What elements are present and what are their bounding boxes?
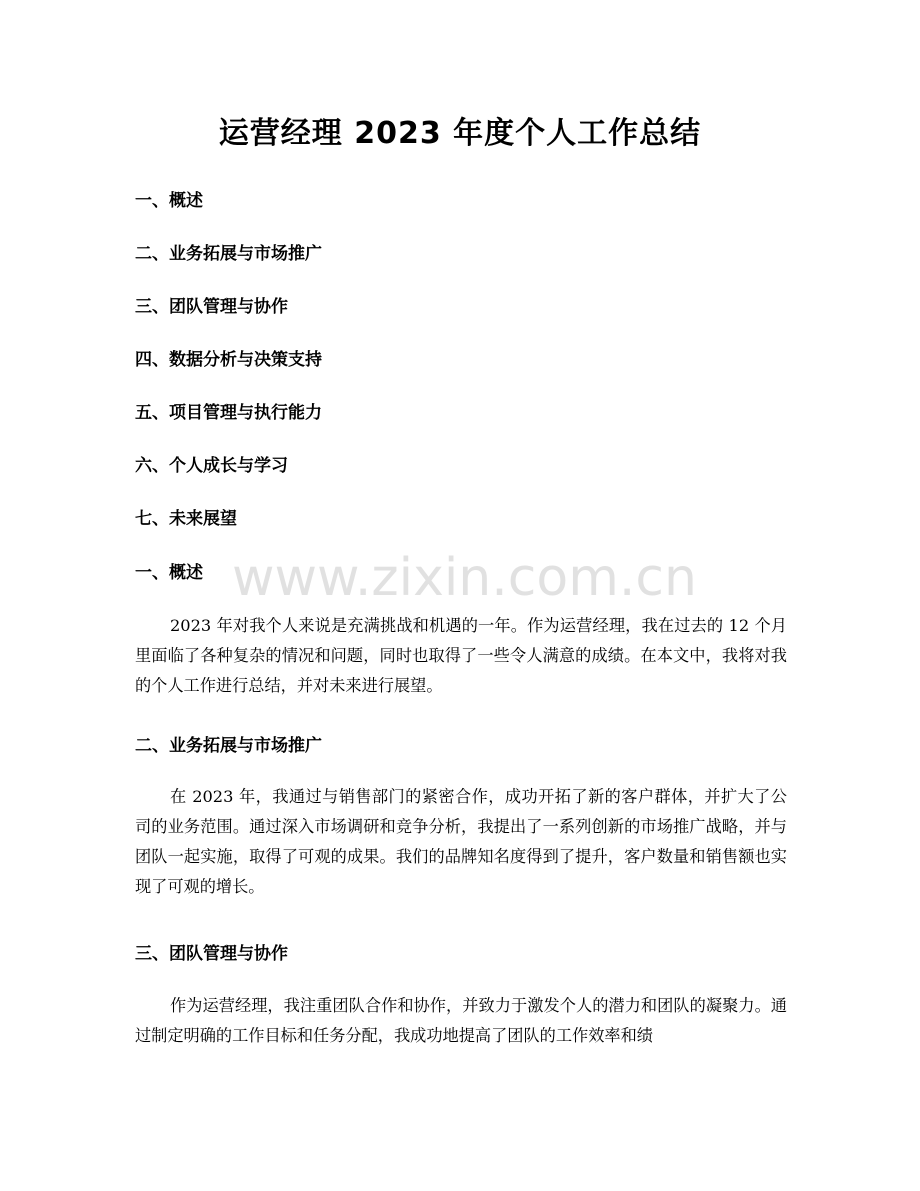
section-paragraph-overview: 2023 年对我个人来说是充满挑战和机遇的一年。作为运营经理，我在过去的 12 个月里面临了各种复杂的情况和问题，同时也取得了一些令人满意的成绩。在本文中，我将对我的个人工作进行总结，并对未来进行展望。 [135,616,787,695]
toc-item: 二、业务拓展与市场推广 [135,244,322,264]
toc-item: 五、项目管理与执行能力 [135,403,322,423]
toc-item: 一、概述 [135,191,203,211]
toc-item: 七、未来展望 [135,509,237,529]
section-heading-team: 三、团队管理与协作 [135,944,288,964]
document-title: 运营经理 2023 年度个人工作总结 [218,116,702,151]
toc-item: 三、团队管理与协作 [135,297,288,317]
toc-item: 四、数据分析与决策支持 [135,350,322,370]
watermark: www.zixin.com.cn [232,548,697,608]
section-heading-overview: 一、概述 [135,563,203,583]
section-paragraph-business: 在 2023 年，我通过与销售部门的紧密合作，成功开拓了新的客户群体，并扩大了公司的业务范围。通过深入市场调研和竞争分析，我提出了一系列创新的市场推广战略，并与团队一起实施，取得了可观的成果。我们的品牌知名度得到了提升，客户数量和销售额也实现了可观的增长。 [135,787,787,896]
table-of-contents [135,188,322,559]
toc-item: 六、个人成长与学习 [135,456,288,476]
section-paragraph-team: 作为运营经理，我注重团队合作和协作，并致力于激发个人的潜力和团队的凝聚力。通过制定明确的工作目标和任务分配，我成功地提高了团队的工作效率和绩 [135,996,787,1045]
section-heading-business: 二、业务拓展与市场推广 [135,736,322,756]
